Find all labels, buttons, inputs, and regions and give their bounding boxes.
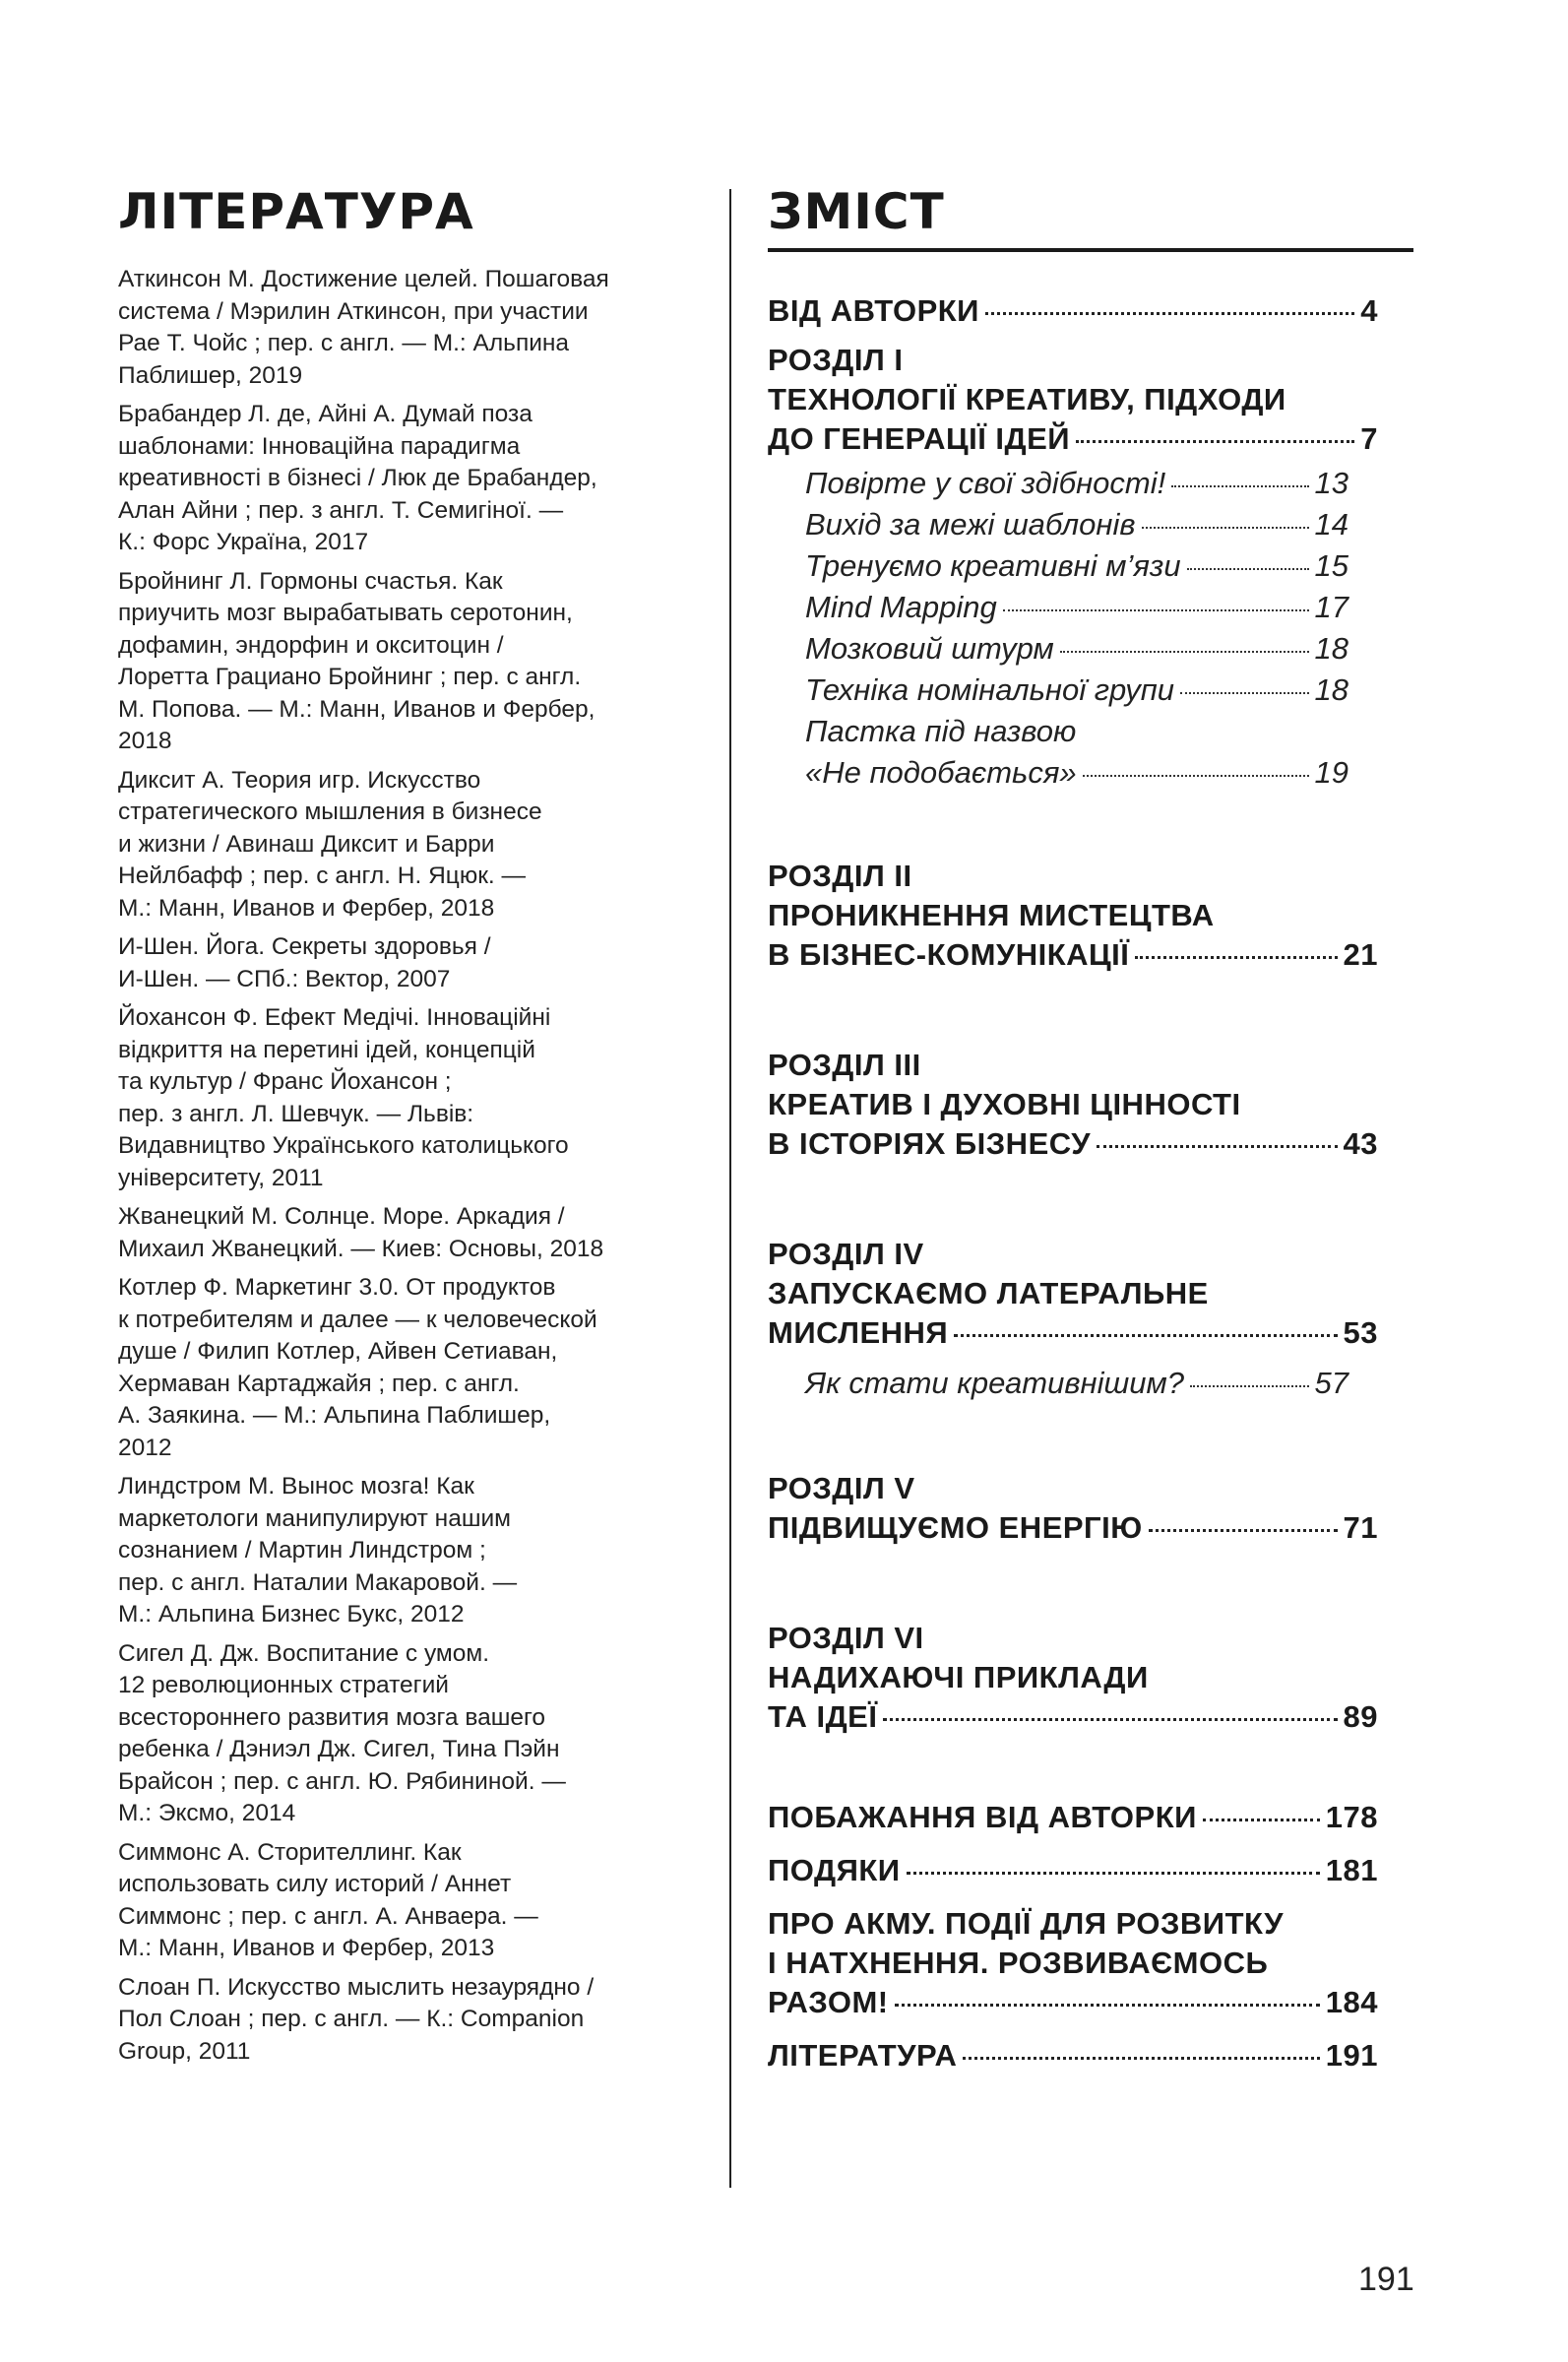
toc-subitem: «Не подобається» 19 [805,755,1348,790]
title-underline [768,248,1413,252]
toc-thanks [768,1851,1378,1890]
dot-leader [895,2004,1320,2007]
reference-item: Йохансон Ф. Ефект Медічі. Інноваційні відкриття на перетині ідей, концепцій та культур / Франс Йохансон ; пер. з англ. Л. Шевчук. — Львів: Видавництво Українського католицького університету, 2011 [118,1004,569,1191]
toc-page: 191 [1325,2038,1378,2073]
literature-column [118,183,684,2075]
toc-section-1 [768,341,1378,794]
toc-label: ЛІТЕРАТУРА [768,2038,958,2073]
reference-item: Сигел Д. Дж. Воспитание с умом. 12 революционных стратегий всестороннего развития мозга вашего ребенка / Дэниэл Дж. Сигел, Тина Пэйн Брайсон ; пер. с англ. Ю. Рябининой. — М.: Эксмо, 2014 [118,1639,566,1826]
section-title: НАДИХАЮЧІ ПРИКЛАДИ [768,1660,1149,1694]
section-title: ТЕХНОЛОГІЇ КРЕАТИВУ, ПІДХОДИ [768,382,1286,416]
reference-item: И-Шен. Йога. Секреты здоровья / И-Шен. — СПб.: Вектор, 2007 [118,933,491,992]
toc-label: ПОДЯКИ [768,1853,901,1887]
toc-subitem: Тренуємо креативні м’язи 15 [805,548,1348,583]
toc-label: ВІД АВТОРКИ [768,293,979,328]
dot-leader [1097,1145,1338,1148]
dot-leader [985,312,1354,315]
reference-item: Бройнинг Л. Гормоны счастья. Как приучить мозг вырабатывать серотонин, дофамин, эндорфин и окситоцин / Лоретта Грациано Бройнинг ; пер. с англ. М. Попова. — М.: Манн, Иванов и Фербер, 2018 [118,567,596,754]
toc-page: 89 [1343,1699,1378,1734]
dot-leader [1135,956,1337,959]
dot-leader [1076,440,1354,443]
toc-section-4 [768,1235,1378,1404]
section-title: ПІДВИЩУЄМО ЕНЕРГІЮ [768,1510,1143,1545]
dot-leader [1149,1529,1338,1532]
reference-item: Аткинсон М. Достижение целей. Пошаговая система / Мэрилин Аткинсон, при участии Рае Т. Чойс ; пер. с англ. — М.: Альпина Паблишер, 2019 [118,266,609,389]
section-title: ДО ГЕНЕРАЦІЇ ІДЕЙ [768,421,1071,456]
toc-label: ПОБАЖАННЯ ВІД АВТОРКИ [768,1800,1197,1834]
dot-leader [1203,1819,1320,1821]
section-title: МИСЛЕННЯ [768,1315,949,1350]
toc-page: 178 [1325,1800,1378,1834]
toc-section-2 [768,857,1378,975]
toc-label: РАЗОМ! [768,1985,889,2019]
toc-page: 53 [1343,1315,1378,1350]
toc-wishes [768,1798,1378,1837]
toc-page: 184 [1325,1985,1378,2019]
dot-leader [954,1334,1337,1337]
toc-page: 21 [1343,937,1378,972]
section-head: РОЗДІЛ ІІІ [768,1048,921,1082]
toc-page: 7 [1360,421,1378,456]
toc-literature [768,2036,1378,2075]
toc-label: ПРО АКМУ. ПОДІЇ ДЛЯ РОЗВИТКУ [768,1906,1285,1941]
toc-from-author [768,291,1378,331]
toc-subitem: Повірте у свої здібності! 13 [805,466,1348,500]
toc-label: І НАТХНЕННЯ. РОЗВИВАЄМОСЬ [768,1946,1269,1980]
section-head: РОЗДІЛ IV [768,1237,924,1271]
section-head: РОЗДІЛ V [768,1471,915,1505]
toc-subitem-line: Пастка під назвою [805,714,1077,748]
section-title: В БІЗНЕС-КОМУНІКАЦІЇ [768,937,1130,972]
section-head: РОЗДІЛ VI [768,1621,924,1655]
contents-title: ЗМІСТ [768,183,945,240]
reference-item: Слоан П. Искусство мыслить незаурядно / Пол Слоан ; пер. с англ. — К.: Companion Group, 2011 [118,1973,595,2065]
toc-akmu [768,1904,1378,2022]
dot-leader [963,2057,1319,2060]
reference-item: Диксит А. Теория игр. Искусство стратегического мышления в бизнесе и жизни / Авинаш Диксит и Барри Нейлбафф ; пер. с англ. Н. Яцюк. — М.: Манн, Иванов и Фербер, 2018 [118,766,542,922]
reference-item: Жванецкий М. Солнце. Море. Аркадия / Михаил Жванецкий. — Киев: Основы, 2018 [118,1203,604,1262]
reference-item: Линдстром М. Вынос мозга! Как маркетологи манипулируют нашим сознанием / Мартин Линдстром ; пер. с англ. Наталии Макаровой. — М.: Альпина Бизнес Букс, 2012 [118,1473,518,1628]
reference-item: Брабандер Л. де, Айні А. Думай поза шаблонами: Інноваційна парадигма креативності в бізнесі / Люк де Брабандер, Алан Айни ; пер. з англ. Т. Семигіної. — К.: Форс Україна, 2017 [118,401,597,555]
toc-subitem: Вихід за межі шаблонів 14 [805,507,1348,542]
toc-subitem: Як стати креативнішим? 57 [805,1366,1348,1400]
toc-subitem: Техніка номінальної групи 18 [805,672,1348,707]
toc-subitem: Mind Mapping 17 [805,590,1348,624]
section-head: РОЗДІЛ І [768,343,904,377]
toc-page: 181 [1325,1853,1378,1887]
section-title: КРЕАТИВ І ДУХОВНІ ЦІННОСТІ [768,1087,1241,1121]
section-head: РОЗДІЛ ІІ [768,859,912,893]
contents-column [768,183,1417,2075]
page-number: 191 [1358,2261,1414,2298]
column-divider [729,189,731,2188]
section-title: ТА ІДЕЇ [768,1699,878,1734]
section-title: В ІСТОРІЯХ БІЗНЕСУ [768,1126,1092,1161]
section-title: ЗАПУСКАЄМО ЛАТЕРАЛЬНЕ [768,1276,1209,1310]
dot-leader [883,1718,1337,1721]
literature-title: ЛІТЕРАТУРА [118,183,474,240]
toc-page: 43 [1343,1126,1378,1161]
toc-subitem: Мозковий штурм 18 [805,631,1348,666]
section-title: ПРОНИКНЕННЯ МИСТЕЦТВА [768,898,1215,932]
reference-item: Симмонс А. Сторителлинг. Как использовать силу историй / Аннет Симмонс ; пер. с англ. А. Анваера. — М.: Манн, Иванов и Фербер, 2013 [118,1838,538,1961]
toc-section-6 [768,1619,1378,1737]
reference-item: Котлер Ф. Маркетинг 3.0. От продуктов к потребителям и далее — к человеческой душе / Филип Котлер, Айвен Сетиаван, Хермаван Картаджайя ; пер. с англ. А. Заякина. — М.: Альпина Паблишер, 2012 [118,1274,597,1461]
toc-section-5 [768,1469,1378,1548]
toc-page: 71 [1343,1510,1378,1545]
toc-page: 4 [1360,293,1378,328]
dot-leader [907,1872,1320,1875]
toc-section-3 [768,1046,1378,1164]
